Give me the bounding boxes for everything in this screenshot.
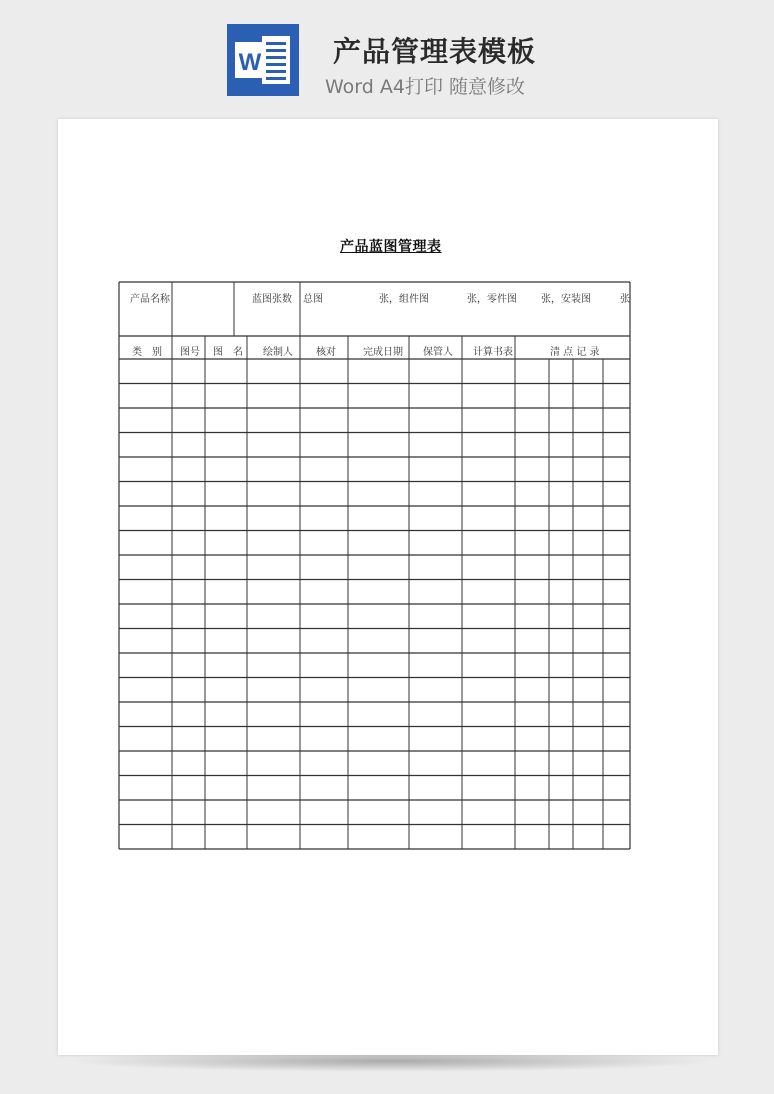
column-header-calc-sheet: 计算书表	[473, 347, 513, 358]
blueprint-count-label: 蓝图张数	[252, 294, 292, 305]
word-logo-letter: W	[238, 49, 262, 76]
column-header-drawing-name: 图 名	[213, 347, 243, 358]
form-title: 产品蓝图管理表	[340, 239, 442, 255]
column-header-inventory-record: 清 点 记 录	[550, 347, 600, 358]
general-drawing-label: 总图	[303, 294, 323, 305]
template-title: 产品管理表模板	[333, 35, 537, 68]
column-header-keeper: 保管人	[423, 347, 453, 358]
column-header-category: 类 别	[132, 347, 162, 358]
column-header-checker: 核对	[316, 347, 336, 358]
assembly-drawing-label: 张，组件图	[379, 294, 429, 305]
install-drawing-label: 张，安装图	[541, 294, 591, 305]
sheets-label: 张	[620, 294, 630, 305]
parts-drawing-label: 张，零件图	[467, 294, 517, 305]
column-header-drafter: 绘制人	[263, 347, 293, 358]
product-name-label: 产品名称	[130, 294, 170, 305]
column-header-completion-date: 完成日期	[363, 347, 403, 358]
template-subtitle: Word A4打印 随意修改	[325, 76, 526, 98]
column-header-drawing-no: 图号	[180, 347, 200, 358]
